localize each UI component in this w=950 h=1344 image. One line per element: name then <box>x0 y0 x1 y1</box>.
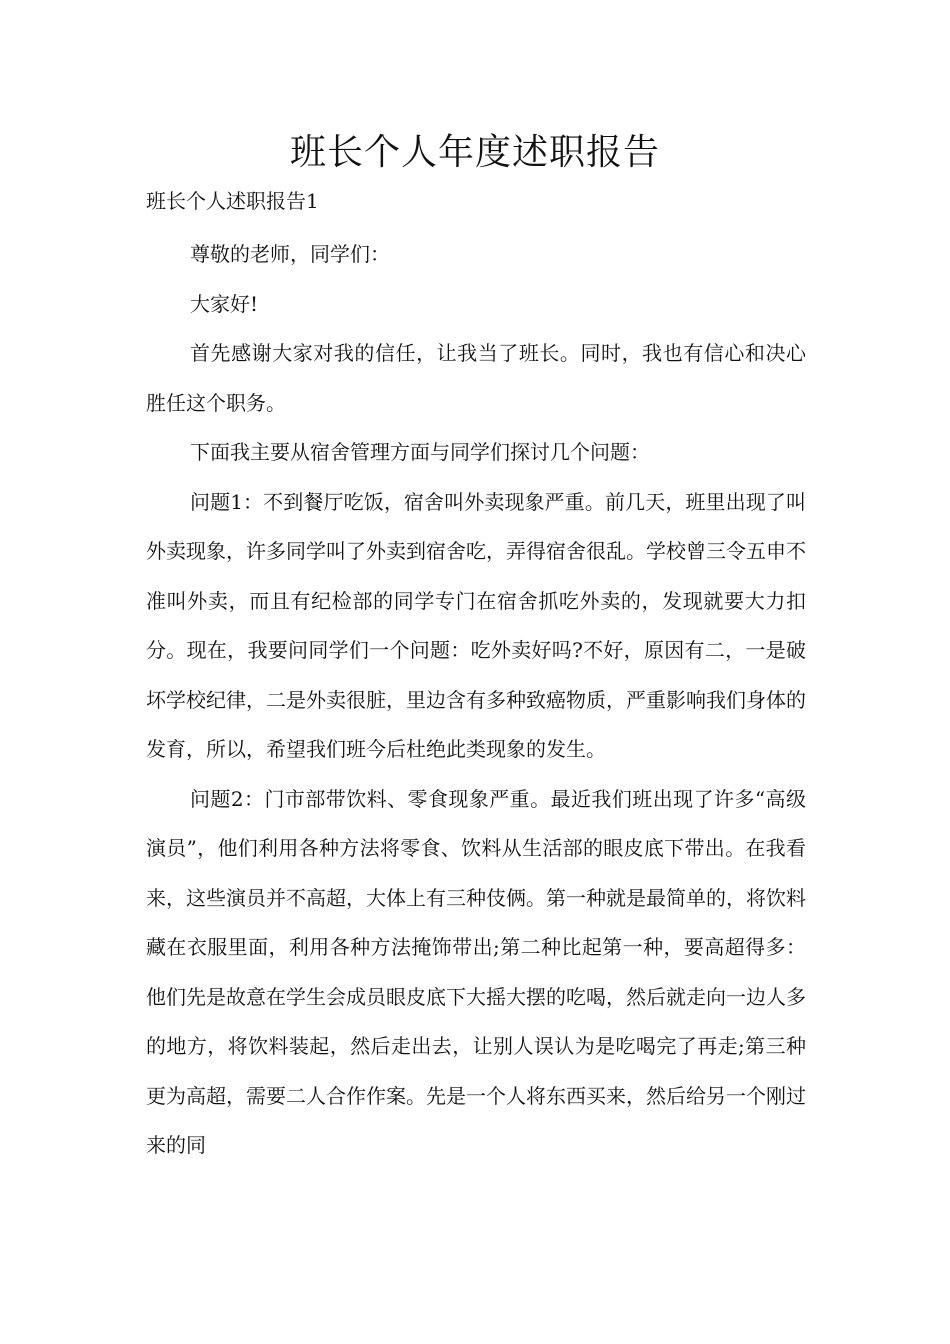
document-subtitle: 班长个人述职报告1 <box>146 189 319 213</box>
paragraph-salutation: 尊敬的老师，同学们： <box>190 242 390 266</box>
paragraph-thanks: 首先感谢大家对我的信任，让我当了班长。同时，我也有信心和决心胜任这个职务。 <box>146 341 806 415</box>
paragraph-greeting: 大家好! <box>190 291 259 316</box>
document-title: 班长个人年度述职报告 <box>289 132 660 173</box>
paragraph-issue-2: 问题2：门市部带饮料、零食现象严重。最近我们班出现了许多“高级演员”，他们利用各种方法将零食、饮料从生活部的眼皮底下带出。在我看来，这些演员并不高超，大体上有三种伎俩。第一种就是最简单的，将饮料藏在衣服里面，利用各种方法掩饰带出;第二种比起第一种，要高超得多：他们先是故意在学生会成员眼皮底下大摇大摆的吃喝，然后就走向一边人多的地方，将饮料装起，然后走出去，让别人误认为是吃喝完了再走;第三种更为高超，需要二人合作作案。先是一个人将东西买来，然后给另一个刚过来的同 <box>146 786 806 1157</box>
document-body <box>146 230 806 1171</box>
paragraph-intro: 下面我主要从宿舍管理方面与同学们探讨几个问题： <box>190 440 650 464</box>
paragraph-issue-1: 问题1：不到餐厅吃饭，宿舍叫外卖现象严重。前几天，班里出现了叫外卖现象，许多同学叫了外卖到宿舍吃，弄得宿舍很乱。学校曾三令五申不准叫外卖，而且有纪检部的同学专门在宿舍抓吃外卖的，发现就要大力扣分。现在，我要问同学们一个问题：吃外卖好吗?不好，原因有二，一是破坏学校纪律，二是外卖很脏，里边含有多种致癌物质，严重影响我们身体的发育，所以，希望我们班今后杜绝此类现象的发生。 <box>146 489 806 761</box>
